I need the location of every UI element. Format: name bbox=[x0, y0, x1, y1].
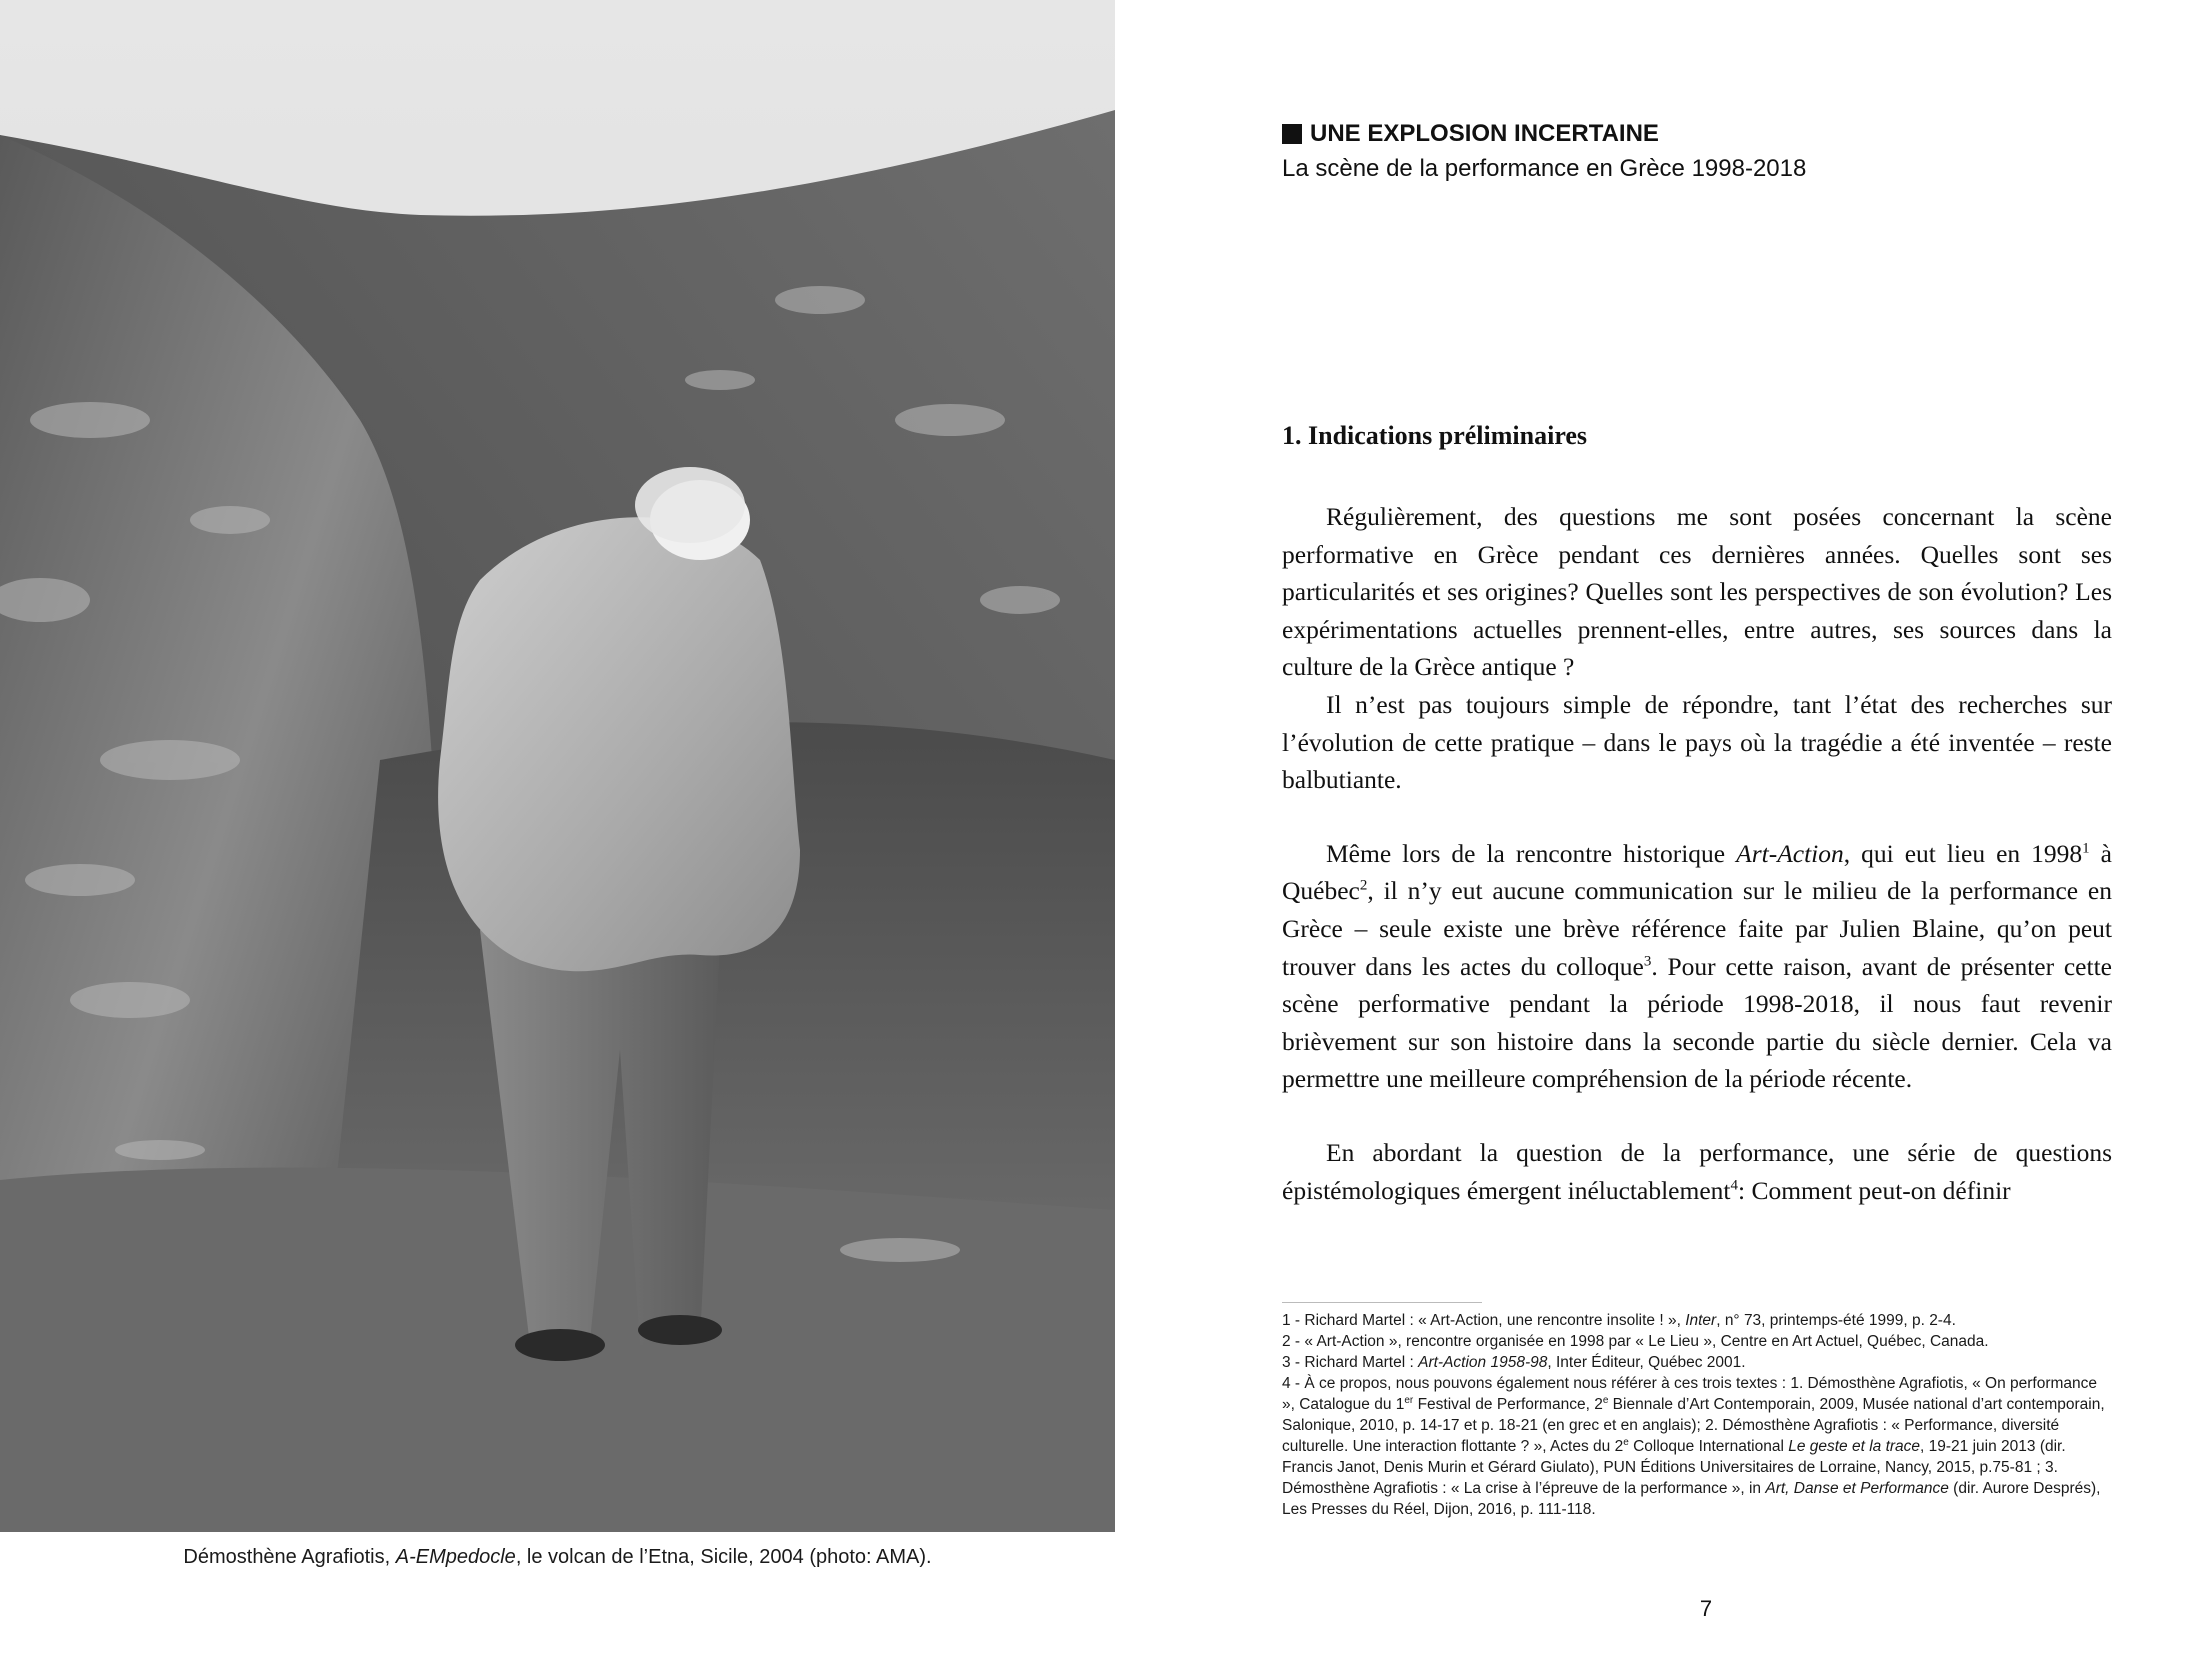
chapter-header bbox=[1282, 118, 2122, 186]
chapter-subtitle: La scène de la performance en Grèce 1998-2018 bbox=[1282, 155, 1807, 182]
footnotes bbox=[1282, 1310, 2112, 1520]
photo-caption: Démosthène Agrafiotis, A-EMpedocle, le volcan de l’Etna, Sicile, 2004 (photo: AMA). bbox=[183, 1546, 932, 1568]
footnote: 2 - « Art-Action », rencontre organisée en 1998 par « Le Lieu », Centre en Art Actuel, Québec, Canada. bbox=[1282, 1333, 1989, 1350]
footnote: 4 - À ce propos, nous pouvons également nous référer à ces trois textes : 1. Démosthène Agrafiotis, « On performance », Catalogue du 1er Festival de Performance, 2e Biennale d’Art Contemporain, 2009, Musée national d’art contemporain, Salonique, 2010, p. 14-17 et p. 18-21 (en grec et en anglais); 2. Démosthène Agrafiotis : « Performance, diversité culturelle. Une interaction flottante ? », Actes du 2e Colloque International Le geste et la trace, 19-21 juin 2013 (dir. Francis Janot, Denis Murin et Gérard Giulato), PUN Éditions Universitaires de Lorraine, Nancy, 2015, p.75-81 ; 3. Démosthène Agrafiotis : « La crise à l’épreuve de la performance », in Art, Danse et Performance (dir. Aurore Després), Les Presses du Réel, Dijon, 2016, p. 111-118. bbox=[1282, 1375, 2105, 1518]
section-title: UNE EXPLOSION INCERTAINE bbox=[1310, 120, 1659, 147]
body-text bbox=[1282, 416, 2112, 1209]
section-heading: 1. Indications préliminaires bbox=[1282, 421, 1588, 450]
square-bullet-icon bbox=[1282, 124, 1302, 144]
footnote: 1 - Richard Martel : « Art-Action, une rencontre insolite ! », Inter, n° 73, printemps-été 1999, p. 2-4. bbox=[1282, 1312, 1956, 1329]
section-label bbox=[1282, 118, 2122, 150]
paragraph: Même lors de la rencontre historique Art-Action, qui eut lieu en 1998$^1$ à Québec$^2$, il n’y eut aucune communication sur le milieu de la performance en Grèce – seule existe une brève référence faite par Julien Blaine, qu’on peut trouver dans les actes du colloque$^3$. Pour cette raison, avant de présenter cette scène performative pendant la période 1998-2018, il nous faut revenir brièvement sur son histoire dans la seconde partie du siècle dernier. Cela va permettre une meilleure compréhension de la période récente. bbox=[1282, 838, 2112, 1094]
footnote: 3 - Richard Martel : Art-Action 1958-98, Inter Éditeur, Québec 2001. bbox=[1282, 1354, 1746, 1371]
footnote-ref: 2 bbox=[1359, 877, 1368, 894]
page-number: 7 bbox=[1699, 1596, 1713, 1621]
footnote-ref: 1 bbox=[2082, 840, 2090, 857]
footnote-divider bbox=[1282, 1302, 1482, 1303]
footnote-ref: 4 bbox=[1730, 1177, 1738, 1193]
photograph bbox=[0, 0, 1115, 1532]
footnote-ref: 3 bbox=[1643, 953, 1652, 970]
paragraph: En abordant la question de la performance, une série de questions épistémologiques émergent inéluctablement$^4$: Comment peut-on définir bbox=[1282, 1137, 2112, 1205]
paragraph: Régulièrement, des questions me sont posées concernant la scène performative en Grèce pendant ces dernières années. Quelles sont ses particularités et ses origines? Quelles sont les perspectives de son évolution? Les expérimentations actuelles prennent-elles, entre autres, ses sources dans la culture de la Grèce antique ? bbox=[1282, 502, 2112, 682]
crater-photo-illustration bbox=[0, 0, 1115, 1532]
paragraph: Il n’est pas toujours simple de répondre, tant l’état des recherches sur l’évolution de cette pratique – dans le pays où la tragédie a été inventée – reste balbutiante. bbox=[1282, 689, 2112, 795]
